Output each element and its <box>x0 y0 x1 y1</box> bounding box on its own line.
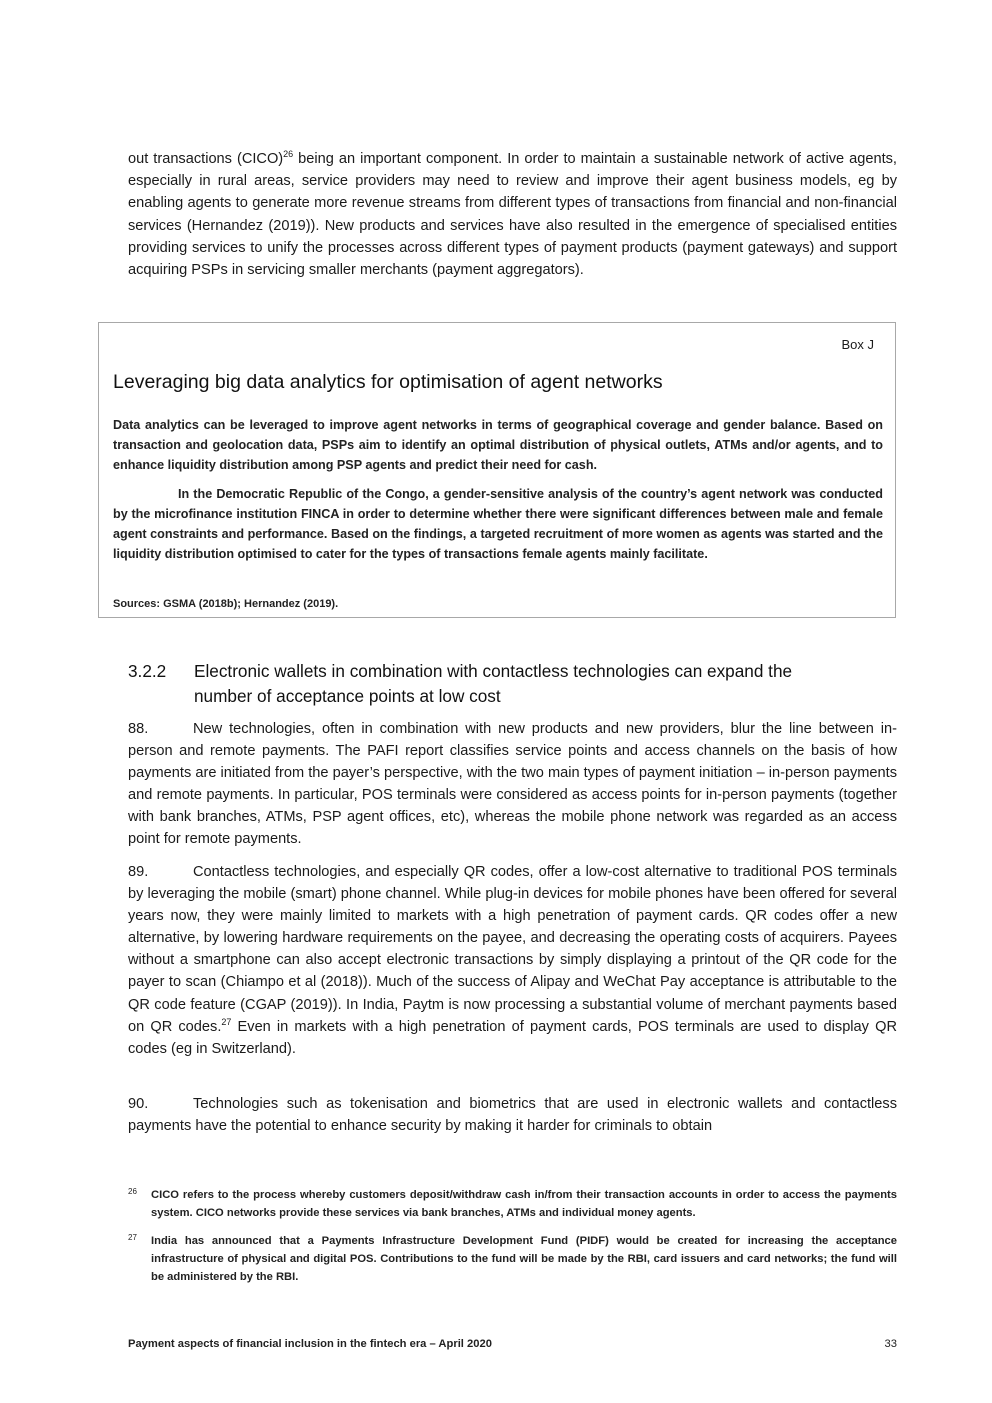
footnote-text: India has announced that a Payments Infrastructure Development Fund (PIDF) would be created for increasing the acceptance infrastructure of physical and digital POS. Contributions to the fund will be made by the RBI, card issuers and card networks; the fund will be administered by the RBI. <box>151 1235 897 1283</box>
page-number: 33 <box>884 1338 897 1350</box>
footnote-27 <box>128 1232 897 1286</box>
page-footer <box>128 1338 897 1350</box>
paragraph-number: 88. <box>128 721 149 737</box>
section-number: 3.2.2 <box>128 661 167 681</box>
intro-text-a: out transactions (CICO) <box>128 151 284 167</box>
footnote-text: CICO refers to the process whereby customers deposit/withdraw cash in/from their transaction accounts in order to access the payments system. CICO networks provide these services via bank branches, ATMs and individual money agents. <box>151 1189 897 1219</box>
box-paragraph-2: In the Democratic Republic of the Congo, a gender-sensitive analysis of the country’s agent network was conducted by the microfinance institution FINCA in order to determine whether there were significant differences between male and female agent constraints and performance. Based on the findings, a targeted recruitment of more women as agents was started and the liquidity distribution optimised to cater for the types of transactions female agents mainly facilitate. <box>113 487 883 561</box>
footer-title: Payment aspects of financial inclusion in the fintech era – April 2020 <box>128 1338 492 1350</box>
footnote-ref-27[interactable]: 27 <box>221 1016 232 1027</box>
footnote-mark: 27 <box>128 1233 137 1242</box>
footnotes <box>128 1186 897 1296</box>
paragraph-text: New technologies, often in combination with new products and new providers, blur the line between in-person and remote payments. The PAFI report classifies service points and access channels on the basis of how payments are initiated from the payer’s perspective, with the two main types of payment initiation – in-person payments and remote payments. In particular, POS terminals were considered as access points for in-person payments (together with bank branches, ATMs, PSP agent offices, etc), whereas the mobile phone network was regarded as an access point for remote payments. <box>128 721 897 848</box>
box-label: Box J <box>841 337 874 352</box>
footnote-ref-26[interactable]: 26 <box>283 149 294 160</box>
paragraph-number: 90. <box>128 1096 149 1112</box>
footnote-26 <box>128 1186 897 1222</box>
intro-text-b: being an important component. In order to maintain a sustainable network of active agents, especially in rural areas, service providers may need to review and improve their agent business models, eg by enabling agents to generate more revenue streams from different types of transactions from financial and non-financial services (Hernandez (2019)). New products and services have also resulted in the emergence of specialised entities providing services to unify the processes across different types of payment products (payment gateways) and support acquiring PSPs in servicing smaller merchants (payment aggregators). <box>128 151 897 279</box>
box-title: Leveraging big data analytics for optimisation of agent networks <box>113 371 663 393</box>
box-sources: Sources: GSMA (2018b); Hernandez (2019). <box>113 598 339 610</box>
section-title: Electronic wallets in combination with contactless technologies can expand the number of acceptance points at low cost <box>194 661 793 706</box>
intro-paragraph <box>128 148 897 281</box>
footnote-mark: 26 <box>128 1187 137 1196</box>
paragraph-text-a: Contactless technologies, and especially QR codes, offer a low-cost alternative to traditional POS terminals by leveraging the mobile (smart) phone channel. While plug-in devices for mobile phones have been offered for several years now, they were mainly limited to markets with a high penetration of payment cards. QR codes offer a new alternative, by lowering hardware requirements on the payee, and decreasing the operating costs of acquirers. Payees without a smartphone can also accept electronic transactions by simply displaying a printout of the QR code for the payer to scan (Chiampo et al (2018)). Much of the success of Alipay and WeChat Pay acceptance is attributable to the QR code feature (CGAP (2019)). In India, Paytm is now processing a substantial volume of merchant payments based on QR codes. <box>128 864 897 1035</box>
paragraph-text-b: Even in markets with a high penetration of payment cards, POS terminals are used to display QR codes (eg in Switzerland). <box>128 1018 897 1057</box>
box-paragraph-1: Data analytics can be leveraged to improve agent networks in terms of geographical coverage and gender balance. Based on transaction and geolocation data, PSPs aim to identify an optimal distribution of physical outlets, ATMs and/or agents, and to enhance liquidity distribution among PSP agents and predict their need for cash. <box>113 418 883 472</box>
paragraph-text: Technologies such as tokenisation and biometrics that are used in electronic wallets and contactless payments have the potential to enhance security by making it harder for criminals to obtain <box>128 1096 897 1135</box>
paragraph-88 <box>128 718 897 851</box>
box-j <box>98 322 896 618</box>
paragraph-90 <box>128 1093 897 1137</box>
paragraph-89 <box>128 861 897 1060</box>
paragraph-number: 89. <box>128 864 149 880</box>
